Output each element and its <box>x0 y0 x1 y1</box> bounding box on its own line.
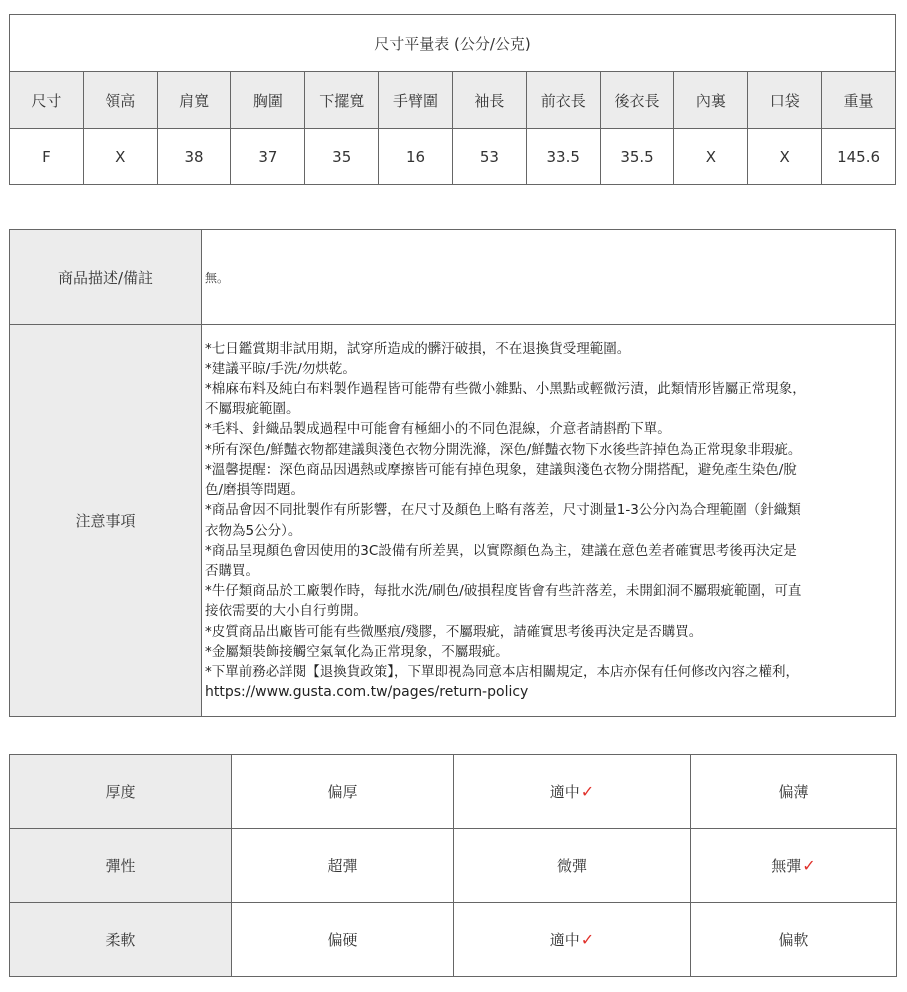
value-cell: 33.5 <box>526 129 600 185</box>
option-cell <box>454 829 691 903</box>
checkmark-icon: ✓ <box>802 856 816 875</box>
fabric-row-elasticity <box>10 829 897 903</box>
option-label: 偏厚 <box>327 783 358 801</box>
header-cell: 下擺寬 <box>305 72 379 129</box>
description-row <box>10 230 896 325</box>
header-cell: 手臂圍 <box>379 72 453 129</box>
fabric-attributes-table <box>9 754 897 977</box>
size-header-row <box>10 72 896 129</box>
product-info-table <box>9 229 896 717</box>
note-line: *所有深色/鮮豔衣物都建議與淺色衣物分開洗滌，深色/鮮豔衣物下水後些許掉色為正常現象非瑕疵。 <box>205 441 802 458</box>
value-cell: 16 <box>379 129 453 185</box>
value-cell: X <box>674 129 748 185</box>
option-cell <box>232 903 454 977</box>
notes-content <box>202 325 896 717</box>
note-line: *下單前務必詳閱【退換貨政策】，下單即視為同意本店相關規定，本店亦保有任何修改內容之權利， <box>205 663 799 680</box>
value-cell: 38 <box>157 129 231 185</box>
value-cell: 35.5 <box>600 129 674 185</box>
note-line: *商品會因不同批製作有所影響，在尺寸及顏色上略有落差，尺寸測量1-3公分內為合理範圍（針織類 <box>205 502 801 519</box>
size-chart-table <box>9 14 896 185</box>
option-cell-selected <box>454 903 691 977</box>
option-label: 適中 <box>549 931 580 949</box>
notes-label: 注意事項 <box>10 325 202 717</box>
fabric-row-softness <box>10 903 897 977</box>
option-label: 偏軟 <box>778 931 809 949</box>
option-label: 超彈 <box>327 857 358 875</box>
note-line: *皮質商品出廠皆可能有些微壓痕/殘膠，不屬瑕疵，請確實思考後再決定是否購買。 <box>205 623 703 640</box>
value-cell: 53 <box>452 129 526 185</box>
option-cell <box>232 755 454 829</box>
option-label: 無彈 <box>771 857 802 875</box>
note-line: *牛仔類商品於工廠製作時，每批水洗/刷色/破損程度皆會有些許落差，未開釦洞不屬瑕疵範圍，可直 <box>205 583 802 600</box>
header-cell: 前衣長 <box>526 72 600 129</box>
value-cell: 37 <box>231 129 305 185</box>
header-cell: 重量 <box>822 72 896 129</box>
note-line: *七日鑑賞期非試用期，試穿所造成的髒汙破損，不在退換貨受理範圍。 <box>205 340 631 357</box>
option-cell-selected <box>691 829 897 903</box>
note-line: *商品呈現顏色會因使用的3C設備有所差異，以實際顏色為主，建議在意色差者確實思考後再決定是 <box>205 542 797 559</box>
attribute-label: 柔軟 <box>10 903 232 977</box>
note-line: 色/磨損等問題。 <box>205 482 305 499</box>
checkmark-icon: ✓ <box>580 930 595 949</box>
header-cell: 胸圍 <box>231 72 305 129</box>
value-cell: X <box>83 129 157 185</box>
value-cell: 145.6 <box>822 129 896 185</box>
header-cell: 領高 <box>83 72 157 129</box>
option-cell <box>232 829 454 903</box>
description-label: 商品描述/備註 <box>10 230 202 325</box>
attribute-label: 彈性 <box>10 829 232 903</box>
size-chart-title: 尺寸平量表 (公分/公克) <box>10 15 896 72</box>
option-cell-selected <box>454 755 691 829</box>
note-line: *溫馨提醒：深色商品因遇熱或摩擦皆可能有掉色現象，建議與淺色衣物分開搭配，避免產生染色/脫 <box>205 461 797 478</box>
fabric-row-thickness <box>10 755 897 829</box>
note-line: *毛料、針織品製成過程中可能會有極細小的不同色混線，介意者請斟酌下單。 <box>205 421 671 438</box>
note-line: *建議平晾/手洗/勿烘乾。 <box>205 360 356 377</box>
header-cell: 尺寸 <box>10 72 84 129</box>
note-line: 衣物為5公分）。 <box>205 522 302 539</box>
note-line: 不屬瑕疵範圍。 <box>205 401 300 418</box>
option-cell <box>691 755 897 829</box>
header-cell: 後衣長 <box>600 72 674 129</box>
value-cell: 35 <box>305 129 379 185</box>
value-cell: F <box>10 129 84 185</box>
header-cell: 內裏 <box>674 72 748 129</box>
header-cell: 肩寬 <box>157 72 231 129</box>
return-policy-link[interactable]: https://www.gusta.com.tw/pages/return-policy <box>205 684 529 701</box>
description-text: 無。 <box>202 230 896 325</box>
header-cell: 口袋 <box>748 72 822 129</box>
note-line: *棉麻布料及純白布料製作過程皆可能帶有些微小雜點、小黑點或輕微污漬，此類情形皆屬正常現象， <box>205 381 806 398</box>
notes-row <box>10 325 896 717</box>
size-value-row <box>10 129 896 185</box>
header-cell: 袖長 <box>452 72 526 129</box>
note-line: 否購買。 <box>205 562 259 579</box>
note-line: *金屬類裝飾接觸空氣氧化為正常現象，不屬瑕疵。 <box>205 643 509 660</box>
attribute-label: 厚度 <box>10 755 232 829</box>
option-label: 偏硬 <box>327 931 358 949</box>
value-cell: X <box>748 129 822 185</box>
note-line: 接依需要的大小自行剪開。 <box>205 603 367 620</box>
option-label: 偏薄 <box>778 783 809 801</box>
checkmark-icon: ✓ <box>580 782 595 801</box>
option-cell <box>691 903 897 977</box>
option-label: 微彈 <box>556 857 587 875</box>
option-label: 適中 <box>549 783 580 801</box>
